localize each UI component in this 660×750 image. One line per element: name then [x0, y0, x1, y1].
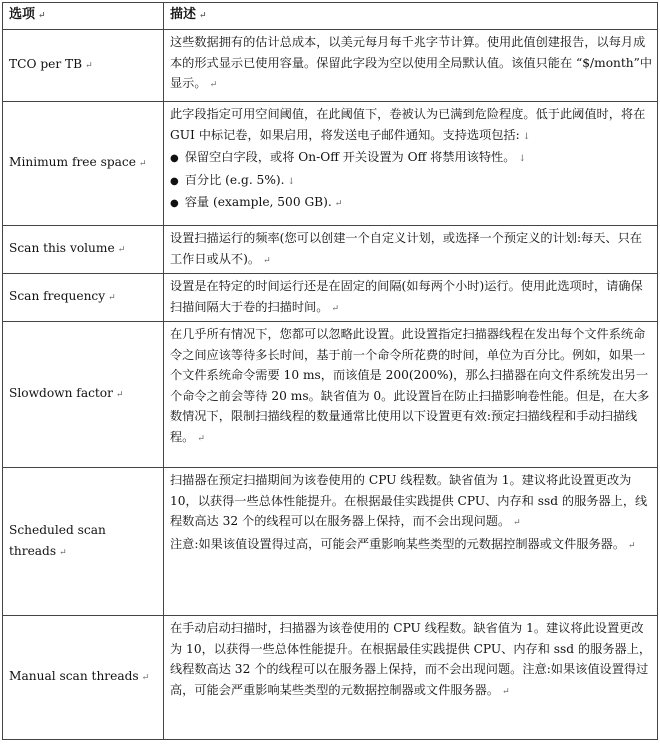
paragraph-mark: ↵ — [197, 433, 205, 444]
table-row — [3, 226, 658, 274]
header-option — [3, 3, 164, 30]
description-text: 这些数据拥有的估计总成本，以美元每月每千兆字节计算。使用此值创建报告，以每月成本的形式显示已使用容量。保留此字段为空以使用全局默认值。该值只能在 “$/month”中显示。 — [170, 35, 653, 90]
paragraph-mark: ↵ — [108, 293, 116, 304]
table-row — [3, 30, 658, 102]
option-description — [164, 616, 658, 740]
option-label: Scan this volume — [9, 241, 115, 256]
description-text: 在几乎所有情况下，您都可以忽略此设置。此设置指定扫描器线程在发出每个文件系统命令之间应该等待多长时间，基于前一个命令所花费的时间，单位为百分比。例如，如果一个文件系统命令需要 10 ms，而该值是 200(200%)，那么扫描器在向文件系统发出另一个命令之前会等待 20 ms。缺省值为 0。此设置旨在防止扫描影响卷性能。但是，在大多数情况下，限制扫描线程的数量通常比使用以下设置更有效:预定扫描线程和手动扫描线程。 — [170, 327, 650, 444]
paragraph-mark: ↵ — [85, 61, 93, 72]
option-description — [164, 468, 658, 616]
paragraph-mark: ↵ — [334, 199, 343, 209]
list-item-text: 保留空白字段，或将 On-Off 开关设置为 Off 将禁用该特性。 — [184, 150, 516, 164]
table-header-row — [3, 3, 658, 30]
line-break-mark: ↓ — [518, 154, 526, 164]
paragraph-mark: ↵ — [628, 540, 636, 551]
paragraph-mark: ↵ — [331, 303, 339, 314]
header-description-label: 描述 — [170, 7, 197, 23]
header-option-label: 选项 — [9, 7, 36, 23]
paragraph-mark: ↵ — [115, 390, 124, 401]
option-name — [3, 274, 164, 322]
paragraph-mark: ↵ — [502, 686, 510, 697]
option-name — [3, 102, 164, 226]
paragraph-mark: ↵ — [138, 159, 147, 170]
table-row — [3, 616, 658, 740]
paragraph-mark: ↵ — [117, 245, 126, 256]
table-row — [3, 102, 658, 226]
paragraph-mark: ↵ — [263, 255, 271, 266]
paragraph-mark: ↵ — [199, 11, 207, 22]
description-text: 在手动启动扫描时，扫描器为该卷使用的 CPU 线程数。缺省值为 1。建议将此设置更改为 10，以获得一些总体性能提升。在根据最佳实践提供 CPU、内存和 ssd 的服务器上，线程数高达 32 个的线程可以在服务器上保持，而不会出现问题。注意:如果该值设置得过高，可能会严重影响某些类型的元数据控制器或文件服务器。 — [170, 621, 652, 697]
table-row — [3, 322, 658, 468]
option-name — [3, 226, 164, 274]
paragraph-mark: ↵ — [141, 673, 150, 684]
description-text: 设置扫描运行的频率(您可以创建一个自定义计划，或选择一个预定义的计划:每天、只在工作日或从不)。 — [170, 231, 642, 266]
option-description — [164, 30, 658, 102]
list-item — [170, 192, 653, 215]
option-description — [164, 226, 658, 274]
header-description — [164, 3, 658, 30]
description-text: 设置是在特定的时间运行还是在固定的间隔(如每两个小时)运行。使用此选项时，请确保扫描间隔大于卷的扫描时间。 — [170, 279, 643, 314]
list-item-text: 容量 (example, 500 GB). — [184, 195, 332, 209]
option-label: TCO per TB — [9, 57, 83, 72]
table-row — [3, 274, 658, 322]
list-item-text: 百分比 (e.g. 5%). — [184, 172, 285, 187]
line-break-mark: ↓ — [287, 176, 296, 187]
option-description — [164, 102, 658, 226]
list-item — [170, 170, 653, 193]
option-description — [164, 322, 658, 468]
note-text — [170, 534, 653, 557]
paragraph-mark: ↵ — [209, 80, 218, 90]
description-text: 此字段指定可用空间阈值，在此阈值下，卷被认为已满到危险程度。低于此阈值时，将在 GUI 中标记卷，如果启用，将发送电子邮件通知。支持选项包括: — [170, 107, 646, 142]
option-label: Scheduled scan threads — [9, 523, 106, 558]
paragraph-mark: ↵ — [59, 547, 67, 558]
option-label: Scan frequency — [9, 289, 106, 304]
description-text: 扫描器在预定扫描期间为该卷使用的 CPU 线程数。缺省值为 1。建议将此设置更改为 10，以获得一些总体性能提升。在根据最佳实践提供 CPU、内存和 ssd 的服务器上，线程数高达 32 个的线程可以在服务器上保持，而不会出现问题。 — [170, 473, 648, 528]
option-name — [3, 322, 164, 468]
paragraph-mark: ↵ — [38, 11, 46, 22]
option-name — [3, 468, 164, 616]
table-row — [3, 468, 658, 616]
line-break-mark: ↓ — [522, 131, 531, 142]
options-table — [2, 2, 658, 740]
option-label: Minimum free space — [9, 155, 136, 170]
option-label: Slowdown factor — [9, 386, 113, 401]
option-name — [3, 616, 164, 740]
option-description — [164, 274, 658, 322]
option-label: Manual scan threads — [9, 669, 139, 684]
paragraph-mark: ↵ — [513, 518, 521, 528]
option-name — [3, 30, 164, 102]
list-item — [170, 147, 653, 170]
description-note: 注意:如果该值设置得过高，可能会严重影响某些类型的元数据控制器或文件服务器。 — [170, 536, 626, 551]
